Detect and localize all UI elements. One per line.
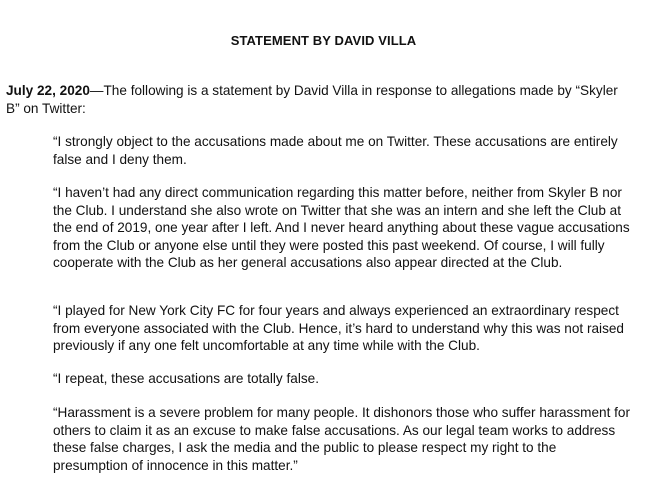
quote-paragraph-4: “I repeat, these accusations are totally false. bbox=[53, 371, 319, 386]
intro-paragraph bbox=[6, 82, 631, 117]
statement-date: July 22, 2020 bbox=[6, 83, 90, 98]
document-title: STATEMENT BY DAVID VILLA bbox=[230, 33, 417, 48]
quote-paragraph-2: “I haven’t had any direct communication regarding this matter before, neither from Skyler B nor the Club. I understand she also wrote on Twitter that she was an intern and she left the Club at the end of 2019, one year after I left. And I never heard anything about these vague accusations from the Club or anyone else until they were posted this past weekend. Of course, I will fully cooperate with the Club as her general accusations also appear directed at the Club. bbox=[53, 185, 630, 271]
quote-paragraph-5: “Harassment is a severe problem for many people. It dishonors those who suffer harassment for others to claim it as an excuse to make false accusations. As our legal team works to address these false charges, I ask the media and the public to please respect my right to the presumption of innocence in this matter.” bbox=[53, 405, 630, 473]
intro-text: —The following is a statement by David Villa in response to allegations made by “Skyler B” on Twitter: bbox=[6, 83, 618, 116]
quote-paragraph-1: “I strongly object to the accusations made about me on Twitter. These accusations are entirely false and I deny them. bbox=[53, 134, 618, 167]
quote-paragraph-3: “I played for New York City FC for four years and always experienced an extraordinary respect from everyone associated with the Club. Hence, it’s hard to understand why this was not raised previously if any one felt uncomfortable at any time while with the Club. bbox=[53, 303, 624, 354]
